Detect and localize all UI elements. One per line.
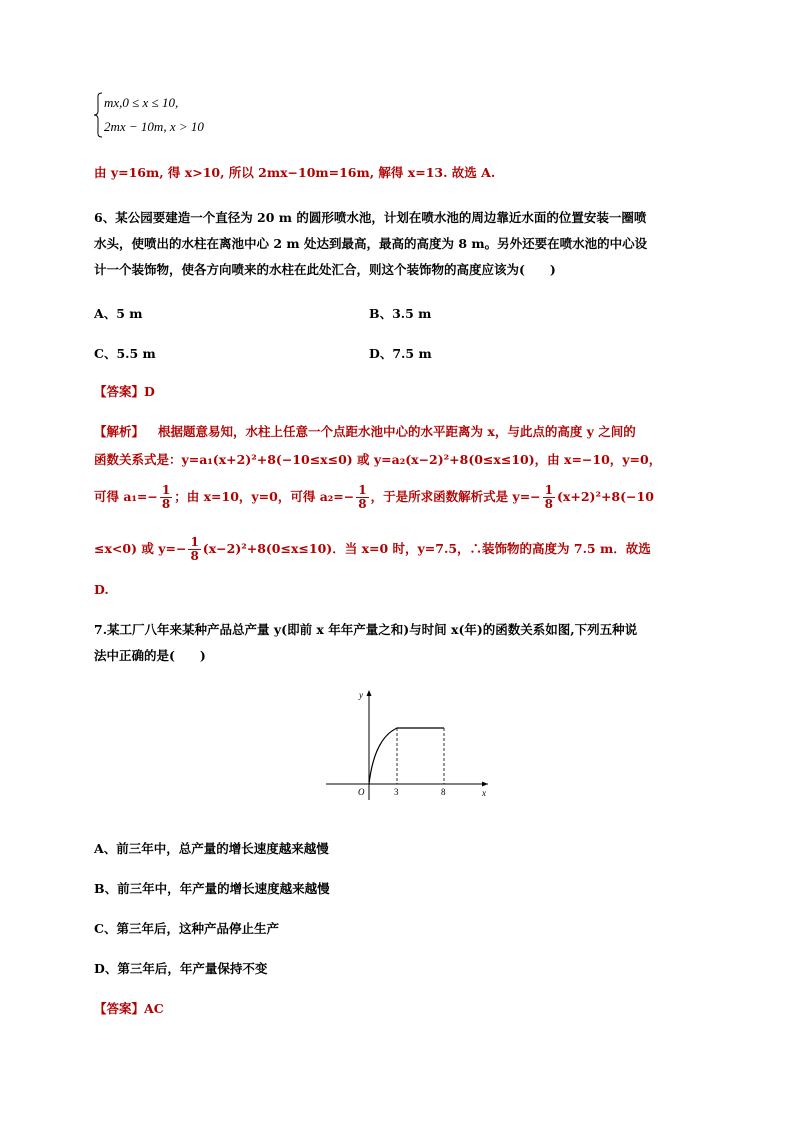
q7-option-c: C、第三年后，这种产品停止生产 bbox=[94, 921, 279, 936]
q6-option-d: D、7.5 m bbox=[369, 346, 432, 361]
left-brace-icon bbox=[93, 92, 103, 138]
q6-analysis-label: 【解析】 bbox=[94, 424, 145, 439]
q7-text-line-1: 7.某工厂八年来某种产品总产量 y(即前 x 年年产量之和)与时间 x(年)的函数关系如图,下列五种说 bbox=[94, 622, 638, 637]
x-axis-arrow-icon bbox=[482, 782, 488, 787]
analysis-text-segment: 可得 a₁=− bbox=[94, 489, 158, 504]
analysis-text-segment: ≤x<0) 或 y=− bbox=[94, 541, 187, 556]
fraction-one-eighth bbox=[356, 484, 368, 511]
q6-analysis-line-2: 函数关系式是：y=a₁(x+2)²+8(−10≤x≤0) 或 y=a₂(x−2)²+8(0≤x≤10)，由 x=−10，y=0， bbox=[94, 452, 662, 467]
fraction-numerator: 1 bbox=[190, 535, 199, 549]
q6-option-b: B、3.5 m bbox=[369, 306, 432, 321]
q6-text-line-3: 计一个装饰物，使各方向喷来的水柱在此处汇合，则这个装饰物的高度应该为( ) bbox=[94, 262, 556, 277]
fraction-one-eighth bbox=[543, 484, 555, 511]
tick-label-8: 8 bbox=[441, 787, 446, 797]
analysis-text-segment: ，于是所求函数解析式是 y=− bbox=[370, 489, 541, 504]
q7-option-d: D、第三年后，年产量保持不变 bbox=[94, 961, 268, 976]
analysis-text-segment: (x−2)²+8(0≤x≤10)．当 x=0 时，y=7.5，∴装饰物的高度为 7.5 m．故选 bbox=[202, 541, 651, 556]
tick-label-3: 3 bbox=[394, 787, 399, 797]
analysis-text-segment: (x+2)²+8(−10 bbox=[557, 489, 654, 504]
q6-option-c: C、5.5 m bbox=[94, 346, 156, 361]
piecewise-row-2: 2mx − 10m, x > 10 bbox=[104, 119, 204, 134]
q7-option-b: B、前三年中，年产量的增长速度越来越慢 bbox=[94, 881, 330, 896]
x-axis-label: x bbox=[482, 788, 486, 798]
fraction-numerator: 1 bbox=[544, 483, 554, 497]
q7-answer-value: AC bbox=[144, 1001, 164, 1016]
q7-answer-label: 【答案】 bbox=[94, 1001, 145, 1016]
q7-option-a: A、前三年中，总产量的增长速度越来越慢 bbox=[94, 841, 329, 856]
q6-analysis-line-4 bbox=[94, 534, 651, 564]
q6-analysis-text-1: 根据题意易知，水柱上任意一个点距水池中心的水平距离为 x，与此点的高度 y 之间的 bbox=[158, 424, 636, 439]
q6-answer-label: 【答案】 bbox=[94, 384, 145, 399]
fraction-denominator: 8 bbox=[161, 497, 171, 511]
fraction-numerator: 1 bbox=[358, 483, 367, 497]
analysis-text-segment: ；由 x=10，y=0，可得 a₂=− bbox=[174, 489, 355, 504]
q6-analysis-line-5: D. bbox=[94, 582, 109, 597]
piecewise-row-1: mx,0 ≤ x ≤ 10, bbox=[104, 95, 179, 110]
fraction-numerator: 1 bbox=[161, 483, 171, 497]
q6-option-a: A、5 m bbox=[94, 306, 143, 321]
q7-text-line-2: 法中正确的是( ) bbox=[94, 648, 206, 663]
q5-conclusion: 由 y=16m, 得 x>10, 所以 2mx−10m=16m, 解得 x=13. 故选 A. bbox=[94, 165, 496, 180]
origin-label: O bbox=[358, 787, 365, 797]
fraction-one-eighth bbox=[160, 484, 172, 511]
fraction-denominator: 8 bbox=[190, 549, 199, 563]
y-axis-label: y bbox=[359, 690, 363, 700]
q6-text-line-2: 水头，使喷出的水柱在离池中心 2 m 处达到最高，最高的高度为 8 m。另外还要在喷水池的中心设 bbox=[94, 236, 648, 251]
q7-answer bbox=[94, 1001, 164, 1017]
q6-text-line-1: 6、某公园要建造一个直径为 20 m 的圆形喷水池，计划在喷水池的周边靠近水面的位置安装一圈喷 bbox=[94, 210, 647, 225]
q6-analysis-line-3 bbox=[94, 482, 654, 512]
q6-analysis-line-1 bbox=[94, 424, 636, 440]
fraction-denominator: 8 bbox=[358, 497, 367, 511]
total-output-curve bbox=[369, 728, 444, 784]
q7-function-graph bbox=[322, 686, 492, 802]
q6-answer bbox=[94, 384, 155, 400]
fraction-denominator: 8 bbox=[544, 497, 554, 511]
fraction-one-eighth bbox=[188, 536, 200, 563]
y-axis-arrow-icon bbox=[367, 690, 372, 696]
q6-answer-value: D bbox=[144, 384, 155, 399]
